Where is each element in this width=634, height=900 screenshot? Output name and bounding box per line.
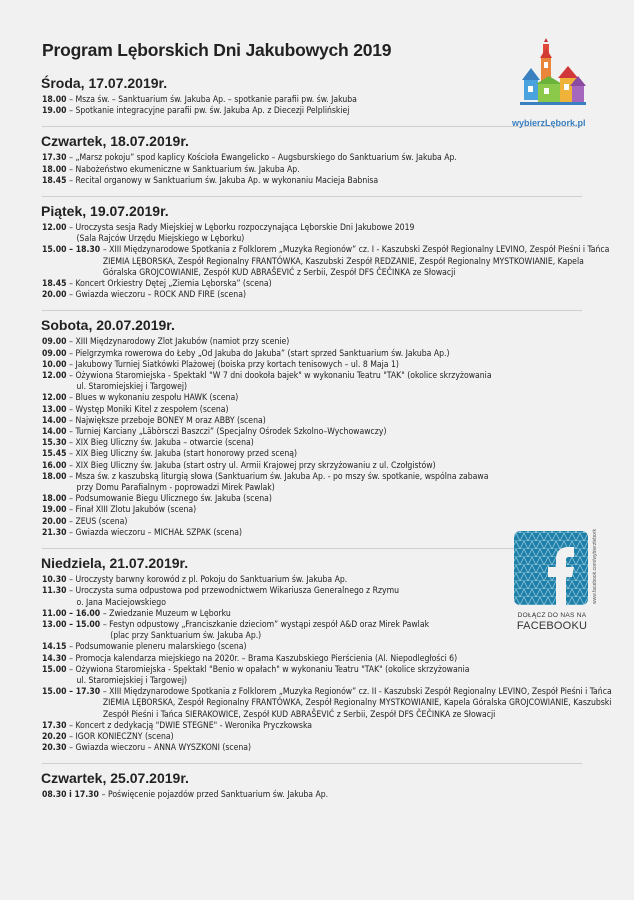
event-row [42,790,612,801]
event-description: – Zwiedzanie Muzeum w Lęborku [102,608,231,619]
event-time: 10.00 [42,359,70,370]
event-time: 20.20 [42,731,70,742]
event-description: – Finał XIII Zlotu Jakubów (scena) [69,505,197,516]
day-heading: Piątek, 19.07.2019r. [41,203,169,220]
divider [42,763,582,764]
event-description: – Poświęcenie pojazdów przed Sanktuarium św. Jakuba Ap. [101,790,329,801]
event-time: 17.30 [42,153,70,164]
event-row [42,416,612,427]
facebook-icon [512,525,590,609]
event-time: 17.30 [42,720,70,731]
event-time: 14.30 [42,653,70,664]
event-description: – Koncert z dedykacją "DWIE STEGNE" - Weronika Pryczkowska [69,720,313,731]
event-description: – Ożywiona Staromiejska - Spektakl "Benio w opałach" w wykonaniu Teatru "TAK" (okolice skrzyżowania ul. Staromiejskiej i Targowej) [69,664,470,686]
event-time: 18.00 [42,164,70,175]
event-time: 11.30 [42,586,70,597]
event-time: 15.00 – 18.30 [42,245,103,256]
facebook-badge[interactable] [512,525,602,665]
event-time: 13.00 – 15.00 [42,619,103,630]
event-time: 10.30 [42,575,70,586]
divider [42,196,582,197]
event-description: – XIX Bieg Uliczny św. Jakuba – otwarcie (scena) [69,438,254,449]
town-logo [512,38,590,130]
event-description: – Gwiazda wieczoru – MICHAŁ SZPAK (scena) [69,527,243,538]
event-row [42,472,612,494]
event-row [42,245,612,279]
event-description: – Występ Moniki Kitel z zespołem (scena) [69,404,229,415]
event-time: 08.30 i 17.30 [42,790,102,801]
event-time: 11.00 – 16.00 [42,608,103,619]
event-description: – XIX Bieg Uliczny św. Jakuba (start honorowy przed sceną) [69,449,298,460]
event-time: 15.30 [42,438,70,449]
event-time: 12.00 [42,223,70,234]
event-description: – Jakubowy Turniej Siatkówki Plażowej (boiska przy kortach tenisowych – ul. 8 Maja 1) [69,359,399,370]
event-description: – Ożywiona Staromiejska - Spektakl "W 7 dni dookoła bajek" w wykonaniu Teatru "TAK" (okolice skrzyżowania ul. Staromiejskiej i Targowej) [69,371,492,393]
event-time: 19.00 [42,106,70,117]
event-row [42,290,612,301]
facebook-url: www.facebook.com/wybierzlebork [592,529,598,605]
town-logo-icon [518,38,590,116]
day-block [42,133,612,187]
event-time: 14.00 [42,415,70,426]
event-description: – Gwiazda wieczoru – ROCK AND FIRE (scena) [69,290,246,301]
event-time: 16.00 [42,460,70,471]
event-time: 18.00 [42,95,70,105]
event-time: 18.00 [42,471,70,482]
page-title: Program Lęborskich Dni Jakubowych 2019 [42,40,392,60]
event-time: 15.45 [42,449,70,460]
logo-text: wybierzLębork.pl [512,118,586,128]
program [41,40,615,811]
event-description: – Nabożeństwo ekumeniczne w Sanktuarium św. Jakuba Ap. [69,164,300,175]
event-description: – Koncert Orkiestry Dętej „Ziemia Lęborska” (scena) [69,279,272,290]
event-time: 13.00 [42,404,70,415]
event-row [42,176,612,187]
event-row [42,449,612,460]
event-row [42,732,612,743]
event-time: 20.00 [42,516,70,527]
event-description: – XIII Międzynarodowe Spotkania z Folklorem „Muzyka Regionów” cz. I - Kaszubski Zespół Regionalny LEVINO, Zespół Pieśni i Tańca ZIEMIA LĘBORSKA, Zespół Regionalny FRANTÓWKA, Kaszubski Zespół REDZANIE, Zespół Regionalny MYSTKOWIANIE, Kapela Góralska GROJCOWIANIE, Zespół KUD ABRAŠEVIĆ z Serbii, Zespół DFS ČEČINKA ze Słowacji [102,245,612,278]
day-block [42,317,612,539]
event-description: – „Marsz pokoju” spod kaplicy Kościoła Ewangelicko – Augsburskiego do Sanktuarium św. Jakuba Ap. [69,153,457,164]
event-row [42,349,612,360]
event-time: 19.00 [42,505,70,516]
event-time: 18.00 [42,494,70,505]
event-row [42,223,612,245]
event-time: 20.30 [42,743,70,754]
event-description: – Promocja kalendarza miejskiego na 2020r. – Brama Kaszubskiego Pierścienia (Al. Niepodległości 6) [69,653,458,664]
day-heading: Niedziela, 21.07.2019r. [41,555,189,572]
event-description: – XIII Międzynarodowe Spotkania z Folklorem „Muzyka Regionów” cz. II - Kaszubski Zespół Regionalny LEVINO, Zespół Pieśni i Tańca ZIEMIA LĘBORSKA, Zespół Regionalny FRANTÓWKA, Zespół Regionalny MYSTKOWIANIE, Kapela Góralska GROJCOWIANIE, Kaszubski Zespół Pieśni i Tańca SIERAKOWICE, Zespół KUD ABRAŠEVIĆ z Serbii, Zespół DFS ČEČINKA ze Słowacji [102,687,615,720]
event-description: – Uroczysta suma odpustowa pod przewodnictwem Wikariusza Generalnego z Rzymu o. Jana Maciejowskiego [69,586,400,608]
event-row [42,371,612,393]
divider [42,310,582,311]
event-time: 15.00 – 17.30 [42,687,103,698]
event-description: – XIX Bieg Uliczny św. Jakuba (start ostry ul. Armii Krajowej przy skrzyżowaniu z ul. Czołgistów) [69,460,436,471]
event-description: – ZEUS (scena) [69,516,128,527]
event-row [42,665,612,687]
day-heading: Środa, 17.07.2019r. [41,75,168,91]
event-row [42,438,612,449]
days-list [41,75,615,802]
day-heading: Czwartek, 18.07.2019r. [41,133,189,150]
facebook-caption [514,612,590,632]
event-description: – Msza św. z kaszubską liturgią słowa (Sanktuarium św. Jakuba Ap. - po mszy św. spotkanie, wspólna zabawa przy Domu Parafialnym - poprowadzi Mirek Pawlak) [69,471,489,494]
event-row [42,721,612,732]
event-description: – Blues w wykonaniu zespołu HAWK (scena) [69,393,239,404]
day-heading: Czwartek, 25.07.2019r. [41,770,189,787]
event-row [42,153,612,164]
event-row [42,505,612,516]
divider [42,548,582,549]
event-time: 21.30 [42,527,70,538]
event-description: – Uroczysty barwny korowód z pl. Pokoju do Sanktuarium św. Jakuba Ap. [69,575,348,586]
event-time: 20.00 [42,290,70,301]
event-description: – Pielgrzymka rowerowa do Łeby „Od Jakuba do Jakuba” (start sprzed Sanktuarium św. Jakuba Ap.) [69,348,450,359]
event-time: 12.00 [42,371,70,382]
event-row [42,337,612,348]
day-heading: Sobota, 20.07.2019r. [41,317,175,334]
event-row [42,165,612,176]
event-time: 12.00 [42,393,70,404]
event-row [42,687,615,721]
event-row [42,405,612,416]
event-description: – Festyn odpustowy „Franciszkanie dzieciom” wystąpi zespół A&D oraz Mirek Pawlak (plac przy Sanktuarium św. Jakuba Ap.) [102,619,430,642]
day-block [42,203,612,301]
event-description: – XIII Międzynarodowy Zlot Jakubów (namiot przy scenie) [69,337,290,348]
facebook-line2: FACEBOOKU [516,620,588,632]
event-time: 18.45 [42,279,70,290]
event-description: – Msza św. – Sanktuarium św. Jakuba Ap. – spotkanie parafii pw. św. Jakuba [69,95,357,105]
event-time: 14.00 [42,427,70,438]
event-row [42,427,612,438]
event-description: – Uroczysta sesja Rady Miejskiej w Lęborku rozpoczynająca Lęborskie Dni Jakubowe 2019 (Sala Rajców Urzędu Miejskiego w Lęborku) [69,223,415,245]
event-description: – Spotkanie integracyjne parafii pw. św. Jakuba Ap. z Diecezji Pelplińskiej [69,106,350,117]
event-time: 15.00 [42,664,70,675]
event-row [42,494,612,505]
event-time: 14.15 [42,642,70,653]
event-row [42,461,612,472]
event-time: 09.00 [42,348,70,359]
divider [42,126,582,127]
facebook-line1: DOŁĄCZ DO NAS NA [517,612,587,619]
event-description: – Podsumowanie pleneru malarskiego (scena) [69,642,247,653]
event-description: – Największe przeboje BONEY M oraz ABBY (scena) [69,415,266,426]
event-description: – Turniej Karciany „Lãbòrsczi Baszczi” (Specjalny Ośrodek Szkolno–Wychowawczy) [69,427,387,438]
event-row [42,360,612,371]
event-description: – IGOR KONIECZNY (scena) [69,731,174,742]
event-description: – Recital organowy w Sanktuarium św. Jakuba Ap. w wykonaniu Macieja Babnisa [69,175,379,186]
event-description: – Podsumowanie Biegu Ulicznego św. Jakuba (scena) [69,494,272,505]
event-row [42,743,612,754]
event-time: 18.45 [42,175,70,186]
event-row [42,279,612,290]
event-description: – Gwiazda wieczoru – ANNA WYSZKONI (scena) [69,743,252,754]
event-time: 09.00 [42,337,70,348]
day-block [42,770,612,801]
event-row [42,393,612,404]
